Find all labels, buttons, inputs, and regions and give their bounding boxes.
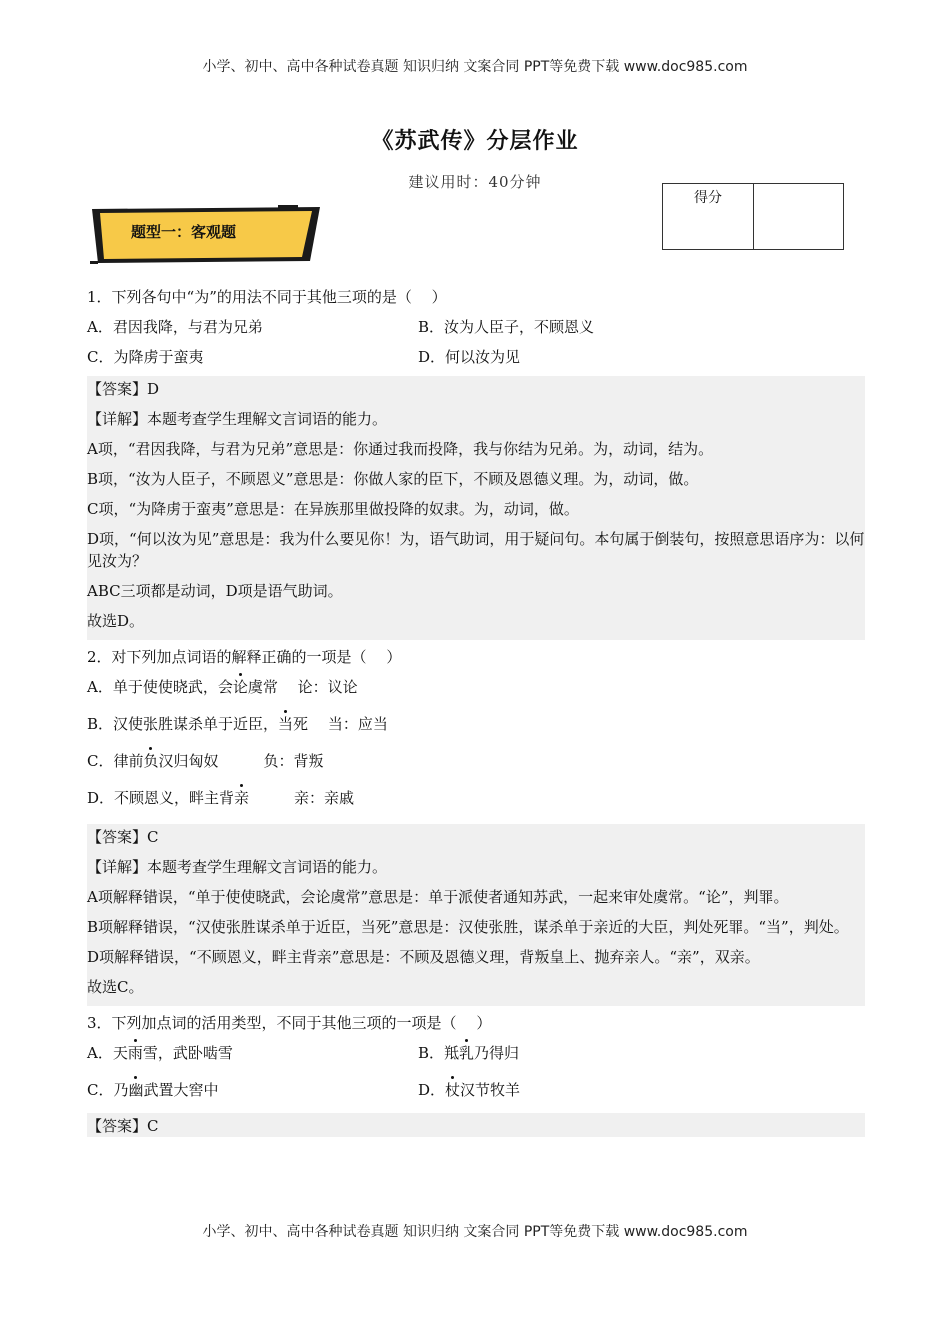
q3-a-text: 雪，武卧啮雪 <box>142 1044 233 1062</box>
q1-explanation-line: C项，“为降虏于蛮夷”意思是：在异族那里做投降的奴隶。为，动词，做。 <box>87 500 579 518</box>
q2-explanation-line: 【详解】本题考查学生理解文言词语的能力。 <box>87 858 388 876</box>
q2-option-c <box>87 750 865 787</box>
q3-d-text: D． <box>418 1081 446 1099</box>
q3-d-text: 汉节牧羊 <box>460 1081 521 1099</box>
q3-option-d <box>418 1079 749 1113</box>
q3-b-text: 乃得归 <box>474 1044 520 1062</box>
q1-explanation-line: 【详解】本题考查学生理解文言词语的能力。 <box>87 410 388 428</box>
q1-explanation-line: A项，“君因我降，与君为兄弟”意思是：你通过我而投降，我与你结为兄弟。为，动词，结为。 <box>87 440 714 458</box>
q2-d-text: D．不顾恩义，畔主背 <box>87 789 235 807</box>
q3-answer-block <box>87 1113 865 1137</box>
q3-a-text: A．天 <box>87 1044 128 1062</box>
question-1-options <box>87 316 865 376</box>
q1-answer: 【答案】D <box>87 380 160 398</box>
page-title: 《苏武传》分层作业 <box>371 129 579 154</box>
q2-a-text: A．单于使使晓武，会 <box>87 678 233 696</box>
q2-option-a <box>87 676 865 713</box>
q2-answer-block <box>87 824 865 1006</box>
q1-answer-block <box>87 376 865 640</box>
suggested-time: 建议用时：40分钟 <box>408 173 542 191</box>
q3-answer: 【答案】C <box>87 1117 159 1135</box>
question-list <box>87 286 865 1143</box>
q2-option-b <box>87 713 865 750</box>
q1-option-d: D．何以汝为见 <box>418 348 521 366</box>
q1-explanation-line: D项，“何以汝为见”意思是：我为什么要见你！为，语气助词，用于疑问句。本句属于倒装句，按照意思语序为：以何见汝为？ <box>87 530 865 570</box>
q2-b-dotted-word: 当 <box>278 715 294 733</box>
q1-option-a: A．君因我降，与君为兄弟 <box>87 318 263 336</box>
page-header: 小学、初中、高中各种试卷真题 知识归纳 文案合同 PPT等免费下载 www.doc985.com <box>202 59 748 75</box>
q3-c-text: C．乃 <box>87 1081 129 1099</box>
q2-d-dotted-word: 亲 <box>234 789 250 807</box>
q2-explanation-line: B项解释错误，“汉使张胜谋杀单于近臣，当死”意思是：汉使张胜，谋杀单于亲近的大臣，判处死罪。“当”，判处。 <box>87 918 849 936</box>
q3-b-dotted-word: 乳 <box>459 1044 475 1062</box>
q2-b-text: B．汉使张胜谋杀单于近臣， <box>87 715 279 733</box>
q3-option-b <box>418 1042 749 1079</box>
q3-b-text: B．羝 <box>418 1044 460 1062</box>
q3-option-a <box>87 1042 418 1079</box>
q2-b-text: 死 当：应当 <box>293 715 388 733</box>
q1-option-b: B．汝为人臣子，不顾恩义 <box>418 318 595 336</box>
q2-c-text: 汉归匈奴 负：背叛 <box>158 752 324 770</box>
q2-answer: 【答案】C <box>87 828 159 846</box>
q2-a-dotted-word: 论 <box>232 678 248 696</box>
score-box <box>662 183 844 250</box>
score-value-cell <box>754 184 843 249</box>
question-3-options <box>87 1042 865 1113</box>
score-label: 得分 <box>663 184 754 249</box>
q2-c-text: C．律前 <box>87 752 144 770</box>
q2-a-text: 虞常 论：议论 <box>247 678 358 696</box>
page-footer: 小学、初中、高中各种试卷真题 知识归纳 文案合同 PPT等免费下载 www.doc985.com <box>202 1224 748 1240</box>
q1-explanation-line: B项，“汝为人臣子，不顾恩义”意思是：你做人家的臣下，不顾及恩德义理。为，动词，做。 <box>87 470 699 488</box>
q2-explanation-line: 故选C。 <box>87 978 144 996</box>
q3-option-c <box>87 1079 418 1113</box>
q1-option-c: C．为降虏于蛮夷 <box>87 348 204 366</box>
q2-explanation-line: A项解释错误，“单于使使晓武，会论虞常”意思是：单于派使者通知苏武，一起来审处虞常。“论”，判罪。 <box>87 888 789 906</box>
section-label: 题型一：客观题 <box>131 223 237 241</box>
q1-explanation-line: ABC三项都是动词，D项是语气助词。 <box>87 582 343 600</box>
q1-explanation-line: 故选D。 <box>87 612 145 630</box>
q2-d-text: 亲：亲戚 <box>249 789 355 807</box>
question-2-stem: 2．对下列加点词语的解释正确的一项是（ ） <box>87 648 402 666</box>
q2-c-dotted-word: 负 <box>143 752 159 770</box>
q2-explanation-line: D项解释错误，“不顾恩义，畔主背亲”意思是：不顾及恩德义理，背叛皇上、抛弃亲人。“亲”，双亲。 <box>87 948 760 966</box>
question-3-stem: 3．下列加点词的活用类型，不同于其他三项的一项是（ ） <box>87 1014 492 1032</box>
q3-d-dotted-word: 杖 <box>445 1081 461 1099</box>
q2-option-d <box>87 787 865 824</box>
q3-c-text: 武置大窖中 <box>143 1081 219 1099</box>
q3-c-dotted-word: 幽 <box>128 1081 144 1099</box>
question-1-stem: 1．下列各句中“为”的用法不同于其他三项的是（ ） <box>87 288 447 306</box>
q3-a-dotted-word: 雨 <box>127 1044 143 1062</box>
